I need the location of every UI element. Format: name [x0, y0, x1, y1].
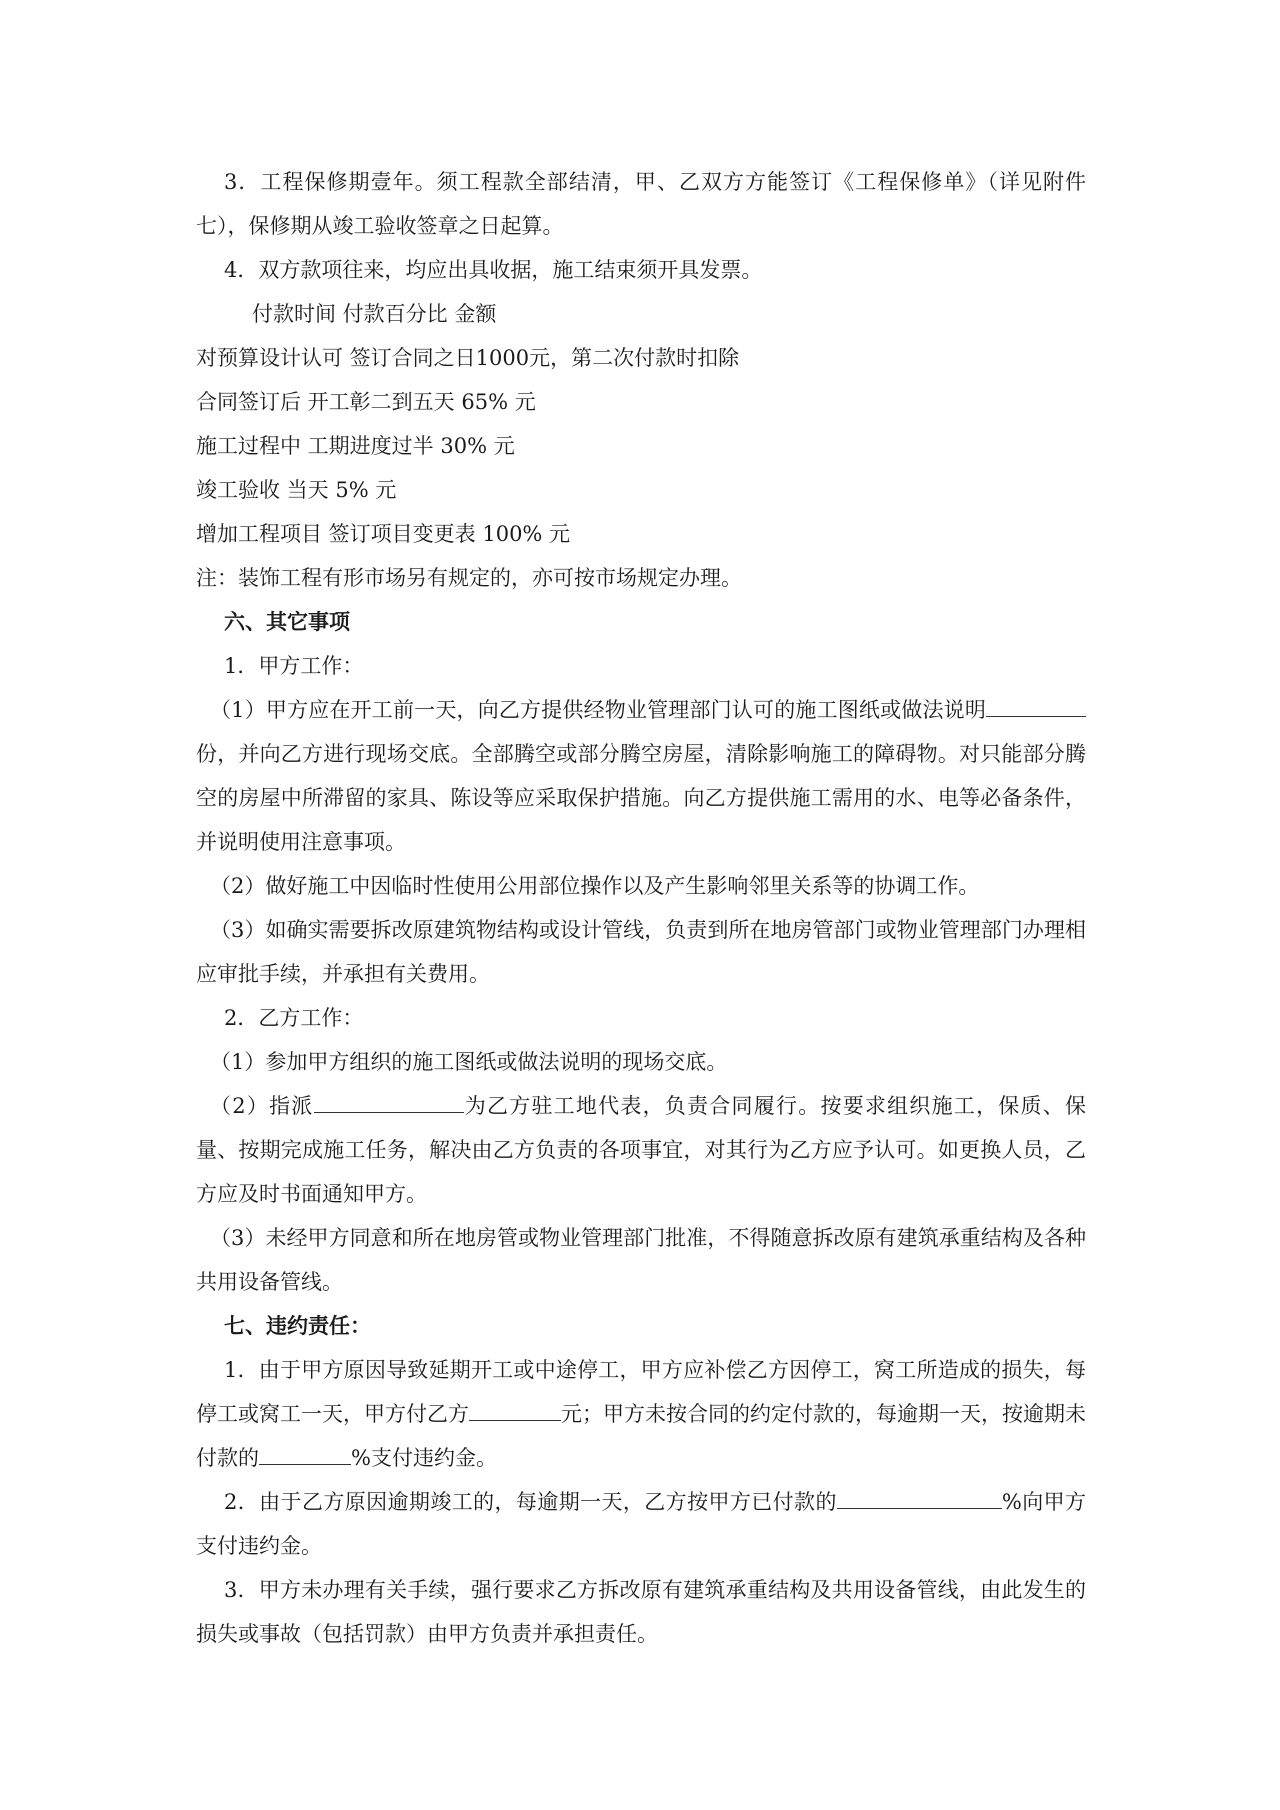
payment-row: 增加工程项目 签订项目变更表 100% 元 [196, 522, 571, 546]
fill-blank-delay-penalty-rate [837, 1490, 1002, 1509]
liability-clause-2-text: 2．由于乙方原因逾期竣工的，每逾期一天，乙方按甲方已付款的 [224, 1490, 837, 1514]
liability-clause-1-text-end: %支付违约金。 [351, 1446, 497, 1470]
payment-row: 竣工验收 当天 5% 元 [196, 478, 397, 502]
section-heading-liability: 七、违约责任： [224, 1314, 371, 1338]
party-a-clause-2: （2）做好施工中因临时性使用公用部位操作以及产生影响邻里关系等的协调工作。 [210, 874, 980, 898]
payment-note: 注：装饰工程有形市场另有规定的，亦可按市场规定办理。 [196, 566, 742, 590]
party-a-clause-1-text: （1）甲方应在开工前一天，向乙方提供经物业管理部门认可的施工图纸或做法说明 [210, 698, 986, 722]
liability-clause-2 [196, 1480, 1086, 1568]
payment-row: 对预算设计认可 签订合同之日1000元，第二次付款时扣除 [196, 346, 740, 370]
party-b-clause-2-text: （2）指派 [210, 1094, 314, 1118]
liability-clause-3: 3．甲方未办理有关手续，强行要求乙方拆改原有建筑承重结构及共用设备管线，由此发生的损失或事故（包括罚款）由甲方负责并承担责任。 [196, 1578, 1086, 1646]
document-page [196, 160, 1086, 1656]
party-a-title: 1．甲方工作： [224, 654, 364, 678]
fill-blank-copies [986, 698, 1086, 717]
fill-blank-daily-compensation [469, 1402, 561, 1421]
party-b-clause-1: （1）参加甲方组织的施工图纸或做法说明的现场交底。 [210, 1050, 728, 1074]
liability-clause-1 [196, 1348, 1086, 1480]
liability-clause-2-text-cont: %向甲方支付违约金。 [196, 1490, 1086, 1558]
party-a-clause-3: （3）如确实需要拆改原建筑物结构或设计管线，负责到所在地房管部门或物业管理部门办理相应审批手续，并承担有关费用。 [196, 918, 1086, 986]
fill-blank-late-payment-rate [259, 1446, 351, 1465]
payment-row: 合同签订后 开工彰二到五天 65% 元 [196, 390, 536, 414]
party-a-clause-1 [196, 688, 1086, 864]
payment-row: 施工过程中 工期进度过半 30% 元 [196, 434, 515, 458]
fill-blank-representative [314, 1094, 464, 1113]
party-b-clause-2 [196, 1084, 1086, 1216]
clause-5-4: 4．双方款项往来，均应出具收据，施工结束须开具发票。 [224, 258, 763, 282]
liability-clause-1-text-cont: 元；甲方未按合同的约定付款的，每逾期一天，按逾期未付款的 [196, 1402, 1086, 1470]
party-a-clause-1-text-cont: 份，并向乙方进行现场交底。全部腾空或部分腾空房屋，清除影响施工的障碍物。对只能部分腾空的房屋中所滞留的家具、陈设等应采取保护措施。向乙方提供施工需用的水、电等必备条件，并说明使用注意事项。 [196, 742, 1086, 854]
section-heading-other-matters: 六、其它事项 [224, 610, 350, 634]
clause-5-3: 3．工程保修期壹年。须工程款全部结清，甲、乙双方方能签订《工程保修单》（详见附件七），保修期从竣工验收签章之日起算。 [196, 170, 1086, 238]
liability-clause-1-text: 1．由于甲方原因导致延期开工或中途停工，甲方应补偿乙方因停工，窝工所造成的损失，每停工或窝工一天，甲方付乙方 [196, 1358, 1086, 1426]
party-b-clause-3: （3）未经甲方同意和所在地房管或物业管理部门批准，不得随意拆改原有建筑承重结构及各种共用设备管线。 [196, 1226, 1086, 1294]
party-b-title: 2．乙方工作： [224, 1006, 364, 1030]
payment-table-header: 付款时间 付款百分比 金额 [252, 302, 497, 326]
party-b-clause-2-text-cont: 为乙方驻工地代表，负责合同履行。按要求组织施工，保质、保量、按期完成施工任务，解决由乙方负责的各项事宜，对其行为乙方应予认可。如更换人员，乙方应及时书面通知甲方。 [196, 1094, 1086, 1206]
